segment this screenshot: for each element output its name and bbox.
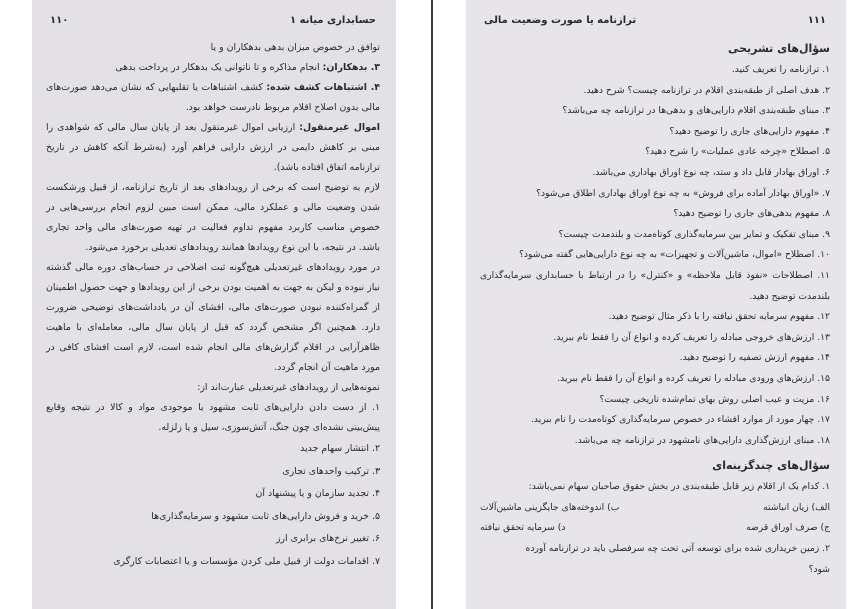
question-item: ۷. «اوراق بهادار آماده برای فروش» به چه نوع اوراق بهاداری اطلاق می‌شود؟: [536, 187, 830, 199]
examples-intro: نمونه‌هایی از رویدادهای غیرتعدیلی عبارت‌اند از:: [197, 382, 380, 393]
left-page: [32, 0, 396, 609]
example-item: ۴. تجدید سازمان و یا پیشنهاد آن: [255, 488, 380, 499]
question-item: ۲. هدف اصلی از طبقه‌بندی اقلام در ترازنامه چیست؟ شرح دهید.: [583, 84, 830, 96]
item-real-estate-text: ارزیابی اموال غیرمنقول بعد از پایان سال مالی که شواهدی را مبنی بر کاهش دایمی در ارزش دارایی فراهم آورد (به‌شرط آنکه کاهش در تاریخ ترازنامه اتفاق افتاده باشد).: [46, 122, 380, 173]
mc-option-a: الف) زیان انباشته: [763, 501, 830, 513]
question-item: ۸. مفهوم بدهی‌های جاری را توضیح دهید؟: [673, 208, 830, 220]
question-item: ۱۶. مزیت و عیب اصلی روش بهای تمام‌شده تاریخی چیست؟: [599, 393, 830, 405]
mc-option-c: ج) صرف اوراق قرضه: [746, 522, 830, 534]
example-item: ۲. انتشار سهام جدید: [300, 443, 380, 454]
descriptive-questions-title: سؤال‌های تشریحی: [727, 42, 830, 55]
item-errors-label: ۴. اشتباهات کشف شده:: [266, 82, 381, 93]
right-page: [466, 0, 846, 609]
intro-line: توافق در خصوص میزان بدهی بدهکاران و یا: [210, 42, 380, 53]
right-page-title: ترازنامه یا صورت وضعیت مالی: [484, 14, 637, 26]
mc-question-2: ۲. زمین خریداری شده برای توسعه آتی تحت چه سرفصلی باید در ترازنامه آورده: [525, 543, 830, 555]
mc-question-2-tail: شود؟: [808, 563, 830, 575]
left-page-number: ۱۱۰: [50, 14, 69, 26]
question-item: ۱۳. ارزش‌های خروجی مبادله را تعریف کرده و انواع آن را فقط نام ببرید.: [553, 331, 830, 343]
item-debtors-label: ۳. بدهکاران:: [322, 62, 380, 73]
mc-question-1: ۱. کدام یک از اقلام زیر قابل طبقه‌بندی در بخش حقوق صاحبان سهام نمی‌باشد:: [528, 481, 830, 493]
question-item: ۱۴. مفهوم ارزش تصفیه را توضیح دهید.: [679, 352, 830, 364]
question-item: ۱۱. اصطلاحات «نفوذ قابل ملاحظه» و «کنترل» را در ارتباط با حسابداری سرمایه‌گذاری بلندمدت توضیح دهید.: [480, 269, 830, 302]
gutter-divider: [431, 0, 433, 609]
multiple-choice-title: سؤال‌های چندگزینه‌ای: [712, 459, 830, 473]
paragraph-non-adjusting: در مورد رویدادهای غیرتعدیلی هیچ‌گونه ثبت اصلاحی در حساب‌های دوره مالی گذشته نیاز نبوده و لیکن به جهت به اهمیت بودن برخی از این رویدادها و جهت حصول اطمینان از گمراه‌کننده نبودن صورت‌های مالی، افشای آن در یادداشت‌های توضیحی ضرورت دارد. همچنین اگر مشخص گردد که قبل از پایان سال مالی، معامله‌ای با ماهیت ظاهرآرایی در اقلام گزارش‌های مالی انجام شده است، لازم است افشای کافی در مورد ماهیت آن انجام گردد.: [46, 262, 380, 373]
item-real-estate: [46, 118, 380, 178]
example-item: ۶. تغییر نرخ‌های برابری ارز: [275, 533, 380, 544]
right-page-number: ۱۱۱: [807, 14, 826, 26]
left-page-title: حسابداری میانه ۱: [290, 14, 376, 26]
item-real-estate-label: اموال غیرمنقول:: [299, 122, 381, 133]
question-item: ۳. مبنای طبقه‌بندی اقلام دارایی‌های و بدهی‌ها در ترازنامه چه می‌باشد؟: [562, 105, 830, 117]
right-page-body: [480, 38, 830, 580]
mc-options-row-2: [480, 518, 830, 539]
right-margin: [846, 0, 867, 609]
question-item: ۱۷. چهار مورد از موارد افشاء در خصوص سرمایه‌گذاری کوتاه‌مدت را نام ببرید.: [531, 414, 830, 426]
question-item: ۱۲. مفهوم سرمایه تحقق نیافته را با ذکر مثال توضیح دهید.: [608, 311, 830, 323]
example-item: ۳. ترکیب واحدهای تجاری: [282, 465, 380, 477]
example-item: ۱. از دست دادن دارایی‌های ثابت مشهود یا موجودی مواد و کالا در نتیجه وقایع پیش‌بینی نشده‌ای چون جنگ، آتش‌سوزی، سیل و یا زلزله.: [46, 402, 380, 433]
question-item: ۹. مبنای تفکیک و تمایز بین سرمایه‌گذاری کوتاه‌مدت و بلندمدت چیست؟: [558, 228, 830, 240]
left-page-header: [50, 12, 376, 28]
item-debtors-text: انجام مذاکره و تا ناتوانی یک بدهکار در پرداخت بدهی: [115, 62, 320, 73]
example-item: ۷. اقدامات دولت از قبیل ملی کردن مؤسسات و یا اعتصابات کارگری: [113, 555, 380, 567]
item-errors: [46, 78, 380, 118]
question-item: ۱. ترازنامه را تعریف کنید.: [731, 64, 830, 75]
question-item: ۱۸. مبنای ارزش‌گذاری دارایی‌های نامشهود در ترازنامه چه می‌باشد.: [574, 434, 830, 446]
example-item: ۵. خرید و فروش دارایی‌های ثابت مشهود و سرمایه‌گذاری‌ها: [151, 510, 380, 522]
page-gutter: [396, 0, 466, 609]
paragraph-going-concern: لازم به توضیح است که برخی از رویدادهای بعد از تاریخ ترازنامه، از قبیل ورشکست شدن وضعیت مالی و عملکرد مالی، ممکن است مبین لزوم انجام بررسی‌هایی در خصوص مناسب کاربرد مفهوم تداوم فعالیت در تهیه صورت‌های مالی واحد تجاری باشد. در نتیجه، با این نوع رویدادها همانند رویدادهای تعدیلی برخورد می‌شود.: [46, 182, 380, 253]
question-item: ۱۵. ارزش‌های ورودی مبادله را تعریف کرده و انواع آن را فقط نام ببرید.: [557, 372, 830, 384]
question-item: ۶. اوراق بهادار قابل داد و ستد، چه نوع اوراق بهاداری می‌باشد.: [592, 166, 830, 178]
mc-option-d: د) سرمایه تحقق نیافته: [480, 522, 566, 534]
left-page-body: [46, 38, 380, 573]
question-item: ۴. مفهوم دارایی‌های جاری را توضیح دهید؟: [669, 125, 830, 137]
left-margin: [0, 0, 32, 609]
right-page-header: [484, 12, 826, 28]
item-errors-text: کشف اشتباهات یا تقلبهایی که نشان می‌دهد صورت‌های مالی بدون اصلاح اقلام مربوط نادرست خواهد بود.: [46, 82, 380, 113]
item-debtors: [46, 58, 380, 78]
mc-options-row-1: [480, 498, 830, 519]
question-item: ۵. اصطلاح «چرخه عادی عملیات» را شرح دهید؟: [645, 146, 830, 158]
mc-option-b: ب) اندوخته‌های جایگزینی ماشین‌آلات: [480, 501, 620, 513]
question-item: ۱۰. اصطلاح «اموال، ماشین‌آلات و تجهیزات» به چه نوع دارایی‌هایی گفته می‌شود؟: [519, 249, 830, 261]
